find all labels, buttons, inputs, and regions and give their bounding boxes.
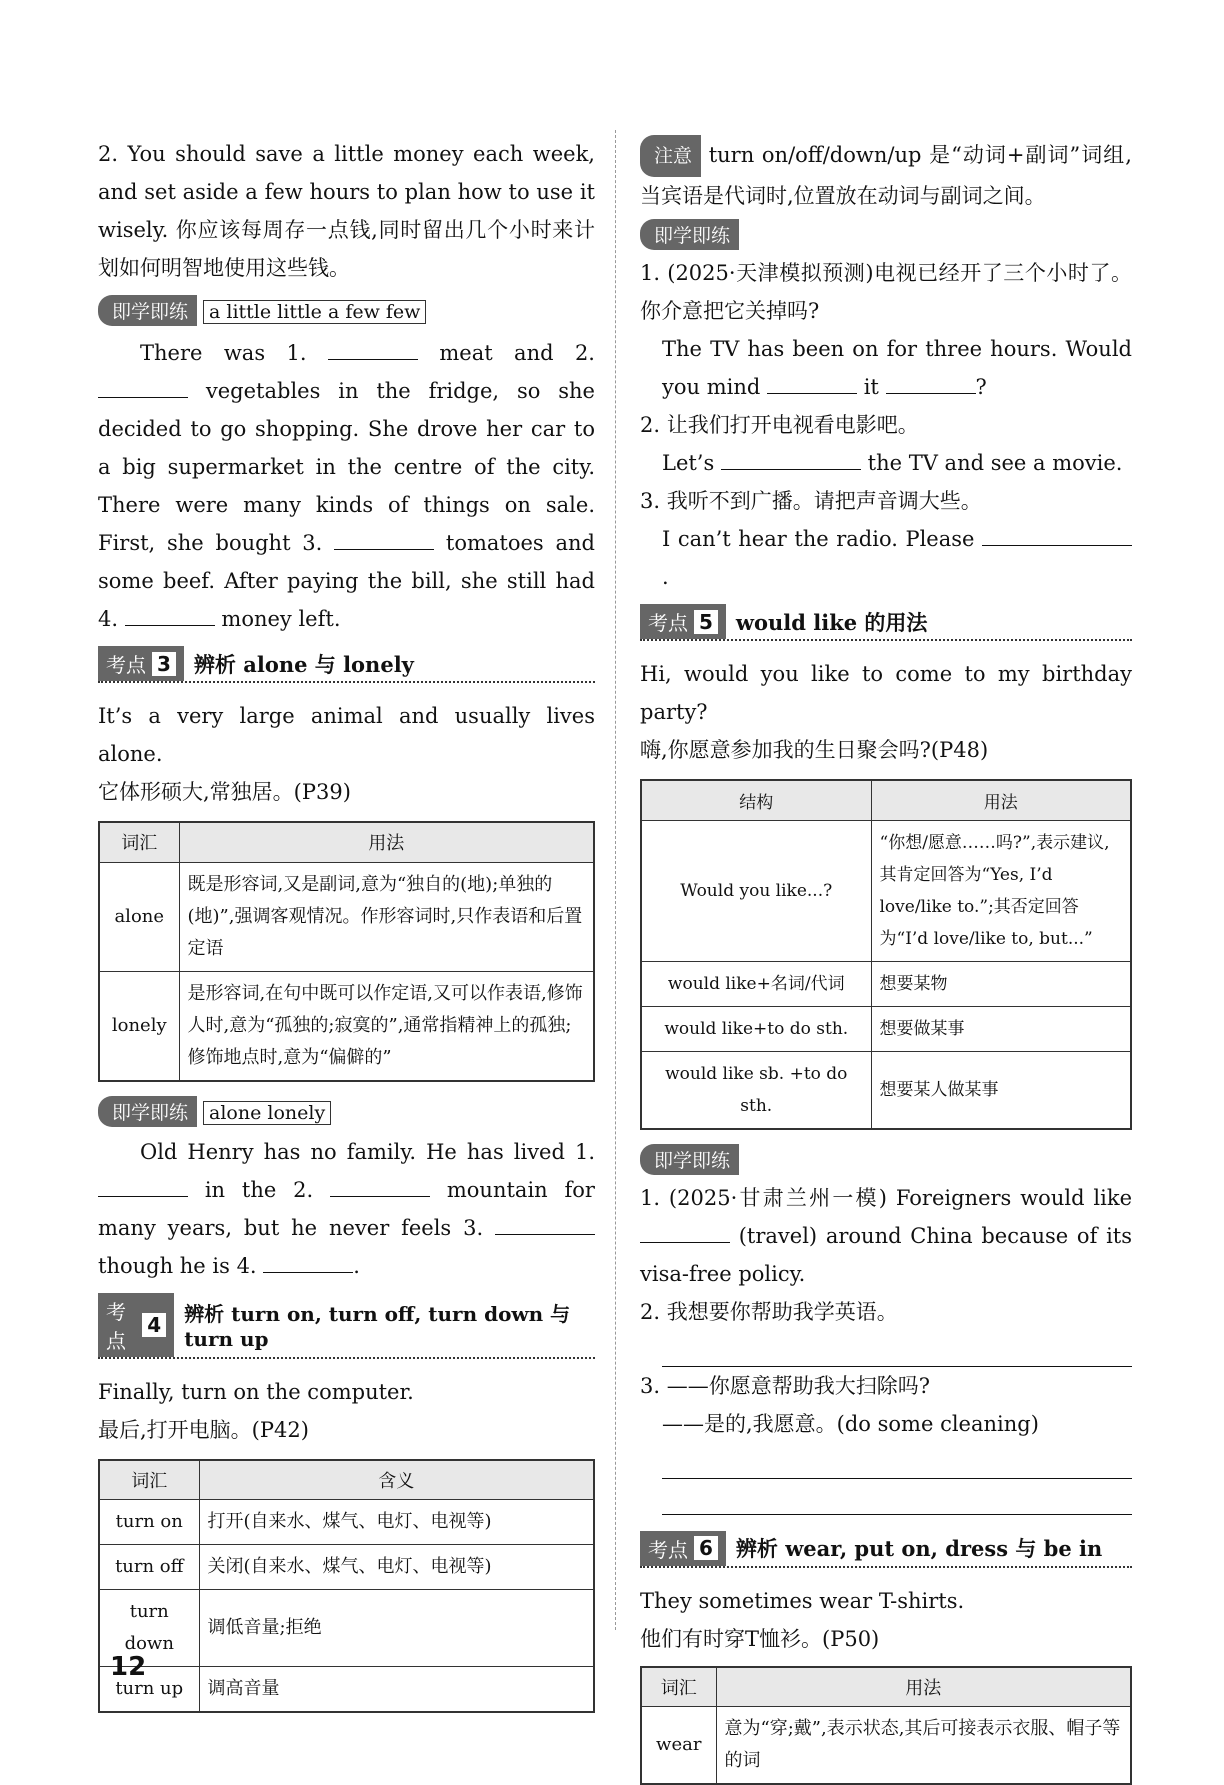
r1: 1. (2025·甘肃兰州一模) Foreigners would like (travel) around China because of its visa-free policy. xyxy=(640,1179,1132,1293)
practice-tag: 即学即练 xyxy=(640,1144,739,1175)
k5-example-en: Hi, would you like to come to my birthday party? xyxy=(640,655,1132,731)
answer-line xyxy=(662,1331,1132,1367)
kaodian-5-header: 考点 5 would like 的用法 xyxy=(640,604,1132,641)
would-like-table: 结构 用法 Would you like...? “你想/愿意……吗?”,表示建议,其肯定回答为“Yes, I’d love/like to.”;其否定回答为“I’d love/like to, but...” would like+名词/代词 想要某物 would like+to do sth. 想要做某事 would like sb. +to do sth. 想要某人做某事 xyxy=(640,779,1132,1130)
kaodian-6-header: 考点 6 辨析 wear, put on, dress 与 be in xyxy=(640,1531,1132,1568)
answer-line xyxy=(662,1443,1132,1479)
turn-table: 词汇 含义 turn on 打开(自来水、煤气、电灯、电视等) turn off 关闭(自来水、煤气、电灯、电视等) turn down 调低音量;拒绝 turn up 调高音量 xyxy=(98,1459,595,1714)
word-box: a little little a few few xyxy=(203,300,426,324)
kaodian-4-header: 考点 4 辨析 turn on, turn off, turn down 与 turn up xyxy=(98,1293,595,1359)
k6-example-cn: 他们有时穿T恤衫。(P50) xyxy=(640,1620,1132,1658)
left-column xyxy=(98,135,595,1713)
page-number: 12 xyxy=(110,1652,146,1682)
q3: 3. 我听不到广播。请把声音调大些。 xyxy=(640,482,1132,520)
answer-line xyxy=(662,1479,1132,1515)
alone-lonely-table: 词汇 用法 alone 既是形容词,又是副词,意为“独自的(地);单独的(地)”,强调客观情况。作形容词时,只作表语和后置定语 lonely 是形容词,在句中既可以作定语,又可以作表语,修饰人时,意为“孤独的;寂寞的”,通常指精神上的孤独;修饰地点时,意为“偏僻的” xyxy=(98,821,595,1082)
r3: 3. ——你愿意帮助我大扫除吗? xyxy=(640,1367,1132,1405)
note: 注意 turn on/off/down/up 是“动词+副词”词组,当宾语是代词时,位置放在动词与副词之间。 xyxy=(640,135,1132,215)
practice-tag: 即学即练 xyxy=(98,295,197,326)
word-box: alone lonely xyxy=(203,1101,331,1125)
q1: 1. (2025·天津模拟预测)电视已经开了三个小时了。你介意把它关掉吗? xyxy=(640,254,1132,330)
q2: 2. 让我们打开电视看电影吧。 xyxy=(640,406,1132,444)
column-divider xyxy=(615,130,616,1630)
practice-tag: 即学即练 xyxy=(98,1096,197,1127)
k3-example-en: It’s a very large animal and usually lives alone. xyxy=(98,697,595,773)
kaodian-3-header: 考点 3 辨析 alone 与 lonely xyxy=(98,646,595,683)
k4-example-cn: 最后,打开电脑。(P42) xyxy=(98,1411,595,1449)
k4-example-en: Finally, turn on the computer. xyxy=(98,1373,595,1411)
r2: 2. 我想要你帮助我学英语。 xyxy=(640,1293,1132,1331)
practice-tag: 即学即练 xyxy=(640,219,739,250)
practice-2: Old Henry has no family. He has lived 1. in the 2. mountain for many years, but he never feels 3. though he is 4. . xyxy=(98,1133,595,1285)
k6-example-en: They sometimes wear T-shirts. xyxy=(640,1582,1132,1620)
k5-example-cn: 嗨,你愿意参加我的生日聚会吗?(P48) xyxy=(640,731,1132,769)
wear-table: 词汇 用法 wear 意为“穿;戴”,表示状态,其后可接表示衣服、帽子等的词 xyxy=(640,1666,1132,1785)
example-2: 2. You should save a little money each week, and set aside a few hours to plan how to use it wisely. 你应该每周存一点钱,同时留出几个小时来计划如何明智地使用这些钱。 xyxy=(98,135,595,287)
right-column: 注意 turn on/off/down/up 是“动词+副词”词组,当宾语是代词时,位置放在动词与副词之间。 即学即练 1. (2025·天津模拟预测)电视已经开了三个小时了。你介意把它关掉吗? The TV has been on for three hours. Would you mind it ? 2. 让我们打开电视看电影吧。 Let’s the TV and see a movie. 3. 我听不到广播。请把声音调大些。 I can’t hear the radio. Please . 考点 5 would like 的用法 Hi, would you like to come to my birthday party? 嗨,你愿意参加我的生日聚会吗?(P48) 结构 用法 Would you like...? “你想/愿意……吗?”,表示建议,其肯定回答为“Yes, I’d love/like to.”;其否定回答为“I’d love/like to, but...” would like+名词/代词 想要某物 would like+to do sth. 想要做某事 would like sb. +to do sth. 想要某人做某事 即学即练 1. (2025·甘肃兰州一模) Foreigners would like (travel) around China because of its visa-free policy. 2. 我想要你帮助我学英语。 3. ——你愿意帮助我大扫除吗? ——是的,我愿意。(do some cleaning) 考点 6 辨析 wear, put on, dress 与 be in They sometimes wear T-shirts. 他们有时穿T恤衫。(P50) 词汇 用法 wear 意为“穿;戴”,表示状态,其后可接表示衣服、帽子等的词 xyxy=(640,135,1132,1785)
k3-example-cn: 它体形硕大,常独居。(P39) xyxy=(98,773,595,811)
practice-1: There was 1. meat and 2. vegetables in the fridge, so she decided to go shopping. She drove her car to a big supermarket in the centre of the city. There were many kinds of things on sale. First, she bought 3. tomatoes and some beef. After paying the bill, she still had 4. money left. xyxy=(98,334,595,638)
